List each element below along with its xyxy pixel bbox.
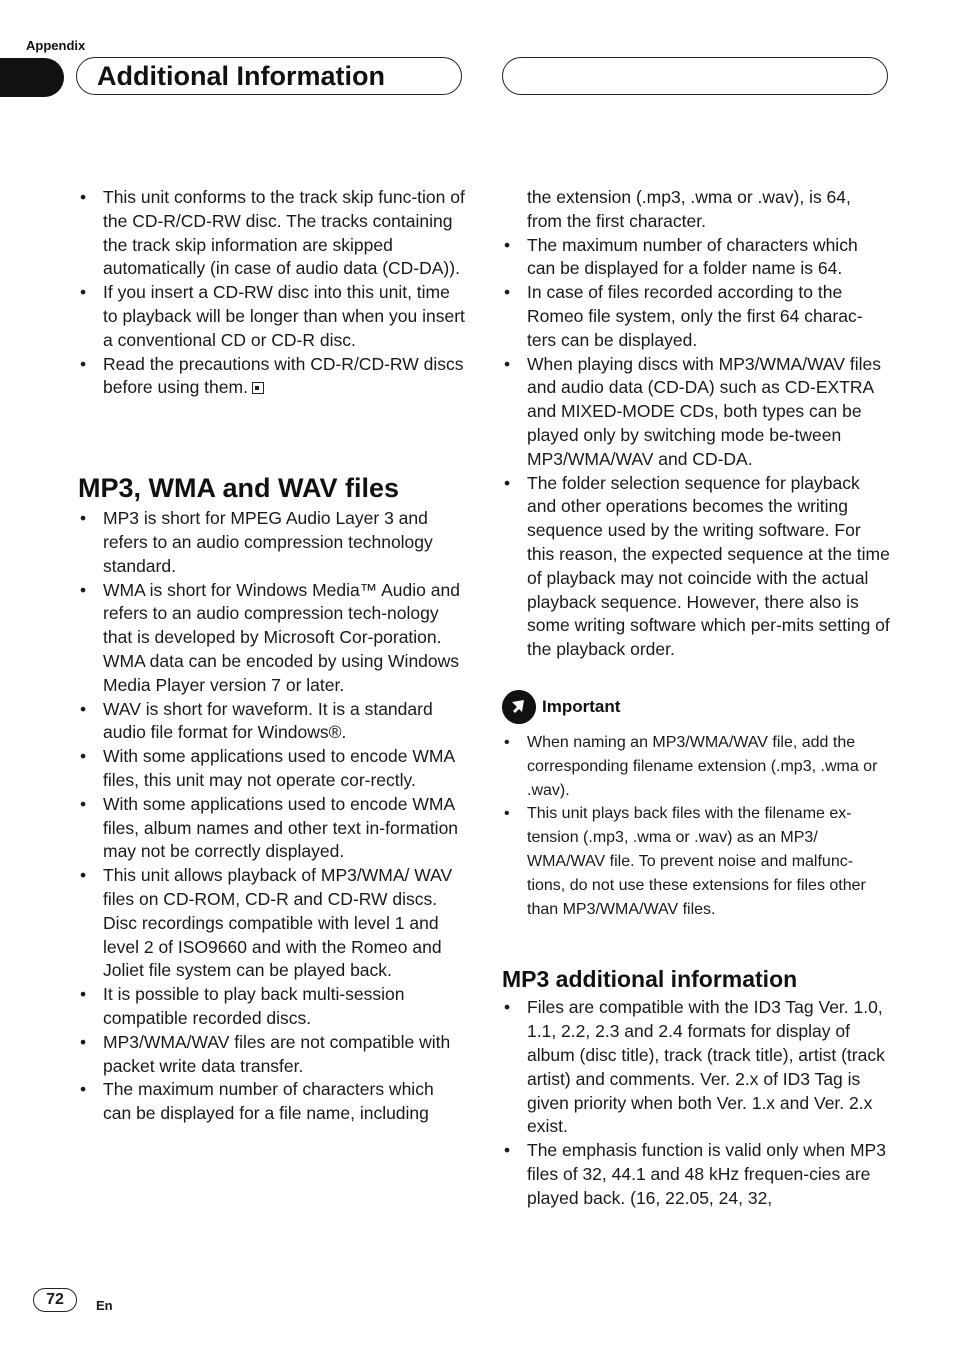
list-item: • If you insert a CD-RW disc into this unit, time to playback will be longer than when you insert a conventional CD or CD-R disc. xyxy=(78,281,466,352)
page-number: 72 xyxy=(33,1288,77,1312)
list-item: • With some applications used to encode WMA files, this unit may not operate cor-rectly. xyxy=(78,745,466,793)
list-item: • MP3/WMA/WAV files are not compatible with packet write data transfer. xyxy=(78,1031,466,1079)
important-note-icon xyxy=(502,690,536,724)
header-empty-box xyxy=(502,57,888,95)
list-item: • The maximum number of characters which can be displayed for a file name, including xyxy=(78,1078,466,1126)
mp3-wma-wav-list xyxy=(78,507,466,1126)
list-item: • The emphasis function is valid only when MP3 files of 32, 44.1 and 48 kHz frequen-cies are played back. (16, 22.05, 24, 32, xyxy=(502,1139,890,1210)
list-item: • Files are compatible with the ID3 Tag Ver. 1.0, 1.1, 2.2, 2.3 and 2.4 formats for display of album (disc title), track (track title), artist (track artist) and comments. Ver. 2.x of ID3 Tag is given priority when both Ver. 1.x and Ver. 2.x exist. xyxy=(502,996,890,1139)
page-title: Additional Information xyxy=(97,61,385,91)
section-tab-marker xyxy=(0,58,64,97)
list-item: • With some applications used to encode WMA files, album names and other text in-formation may not be correctly displayed. xyxy=(78,793,466,864)
list-item: • This unit plays back files with the filename ex-tension (.mp3, .wma or .wav) as an MP3/ WMA/WAV file. To prevent noise and malfunc-tions, do not use these extensions for files other than MP3/WMA/WAV files. xyxy=(502,802,890,921)
list-item: • When playing discs with MP3/WMA/WAV files and audio data (CD-DA) such as CD-EXTRA and MIXED-MODE CDs, both types can be played only by switching mode be-tween MP3/WMA/WAV and CD-DA. xyxy=(502,353,890,472)
continued-text: the extension (.mp3, .wma or .wav), is 64, from the first character. xyxy=(527,187,851,231)
list-item: • The maximum number of characters which can be displayed for a folder name is 64. xyxy=(502,234,890,282)
list-item: • MP3 is short for MPEG Audio Layer 3 and refers to an audio compression technology standard. xyxy=(78,507,466,578)
header-title-box xyxy=(76,57,462,95)
list-item: • This unit conforms to the track skip func-tion of the CD-R/CD-RW disc. The tracks containing the track skip information are skipped automatically (in case of audio data (CD-DA)). xyxy=(78,186,466,281)
subsection-title: MP3 additional information xyxy=(502,966,798,993)
list-item: • This unit allows playback of MP3/WMA/ WAV files on CD-ROM, CD-R and CD-RW discs. Disc recordings compatible with level 1 and level 2 of ISO9660 and with the Romeo and Joliet file system can be played back. xyxy=(78,864,466,983)
important-label: Important xyxy=(542,697,621,717)
important-list xyxy=(502,731,890,921)
mp3-additional-list xyxy=(502,996,890,1210)
end-of-section-icon xyxy=(252,382,264,394)
important-heading xyxy=(502,690,890,724)
left-column xyxy=(78,186,466,1126)
language-code: En xyxy=(96,1298,113,1313)
section-title: MP3, WMA and WAV files xyxy=(78,473,400,504)
intro-list xyxy=(78,186,466,400)
list-item: • WAV is short for waveform. It is a standard audio file format for Windows®. xyxy=(78,698,466,746)
right-column xyxy=(502,186,890,1210)
list-item: • The folder selection sequence for playback and other operations becomes the writing sequence used by the writing software. For this reason, the expected sequence at the time of playback may not coincide with the actual playback sequence. However, there also is some writing software which per-mits setting of the playback order. xyxy=(502,472,890,662)
appendix-label: Appendix xyxy=(26,38,86,53)
file-info-list xyxy=(502,234,890,662)
list-item: • Read the precautions with CD-R/CD-RW discs before using them. xyxy=(78,353,466,401)
list-item: • WMA is short for Windows Media™ Audio and refers to an audio compression tech-nology that is developed by Microsoft Cor-poration. WMA data can be encoded by using Windows Media Player version 7 or later. xyxy=(78,579,466,698)
list-item: • When naming an MP3/WMA/WAV file, add the corresponding filename extension (.mp3, .wma or .wav). xyxy=(502,731,890,802)
list-item: • It is possible to play back multi-session compatible recorded discs. xyxy=(78,983,466,1031)
list-item: • In case of files recorded according to the Romeo file system, only the first 64 charac-ters can be displayed. xyxy=(502,281,890,352)
